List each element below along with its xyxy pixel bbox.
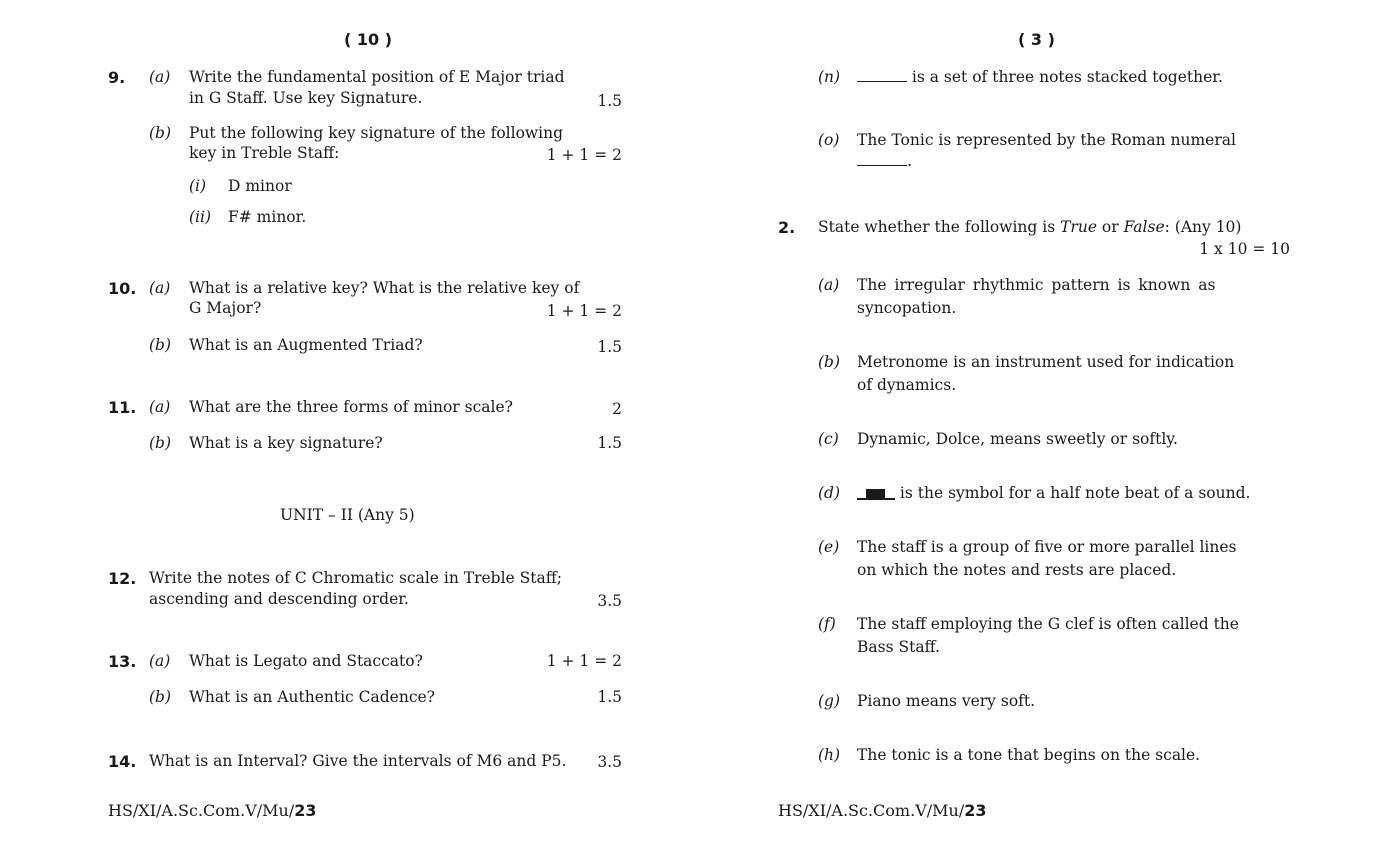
question-text: The Tonic is represented by the Roman numeral: [857, 131, 1236, 149]
question-text: F# minor.: [228, 208, 307, 226]
marks: 1.5: [597, 92, 622, 110]
sub-label: (b): [149, 434, 172, 452]
statement-text: of dynamics.: [857, 376, 957, 394]
sub-label: (a): [149, 652, 171, 670]
footer-year: 23: [964, 801, 987, 820]
sub-label: (d): [818, 484, 841, 502]
question-text: Put the following key signature of the following: [189, 124, 564, 142]
sub-label: (a): [149, 398, 171, 416]
statement-text: Dynamic, Dolce, means sweetly or softly.: [857, 430, 1178, 448]
question-text: D minor: [228, 177, 292, 195]
marks: 3.5: [597, 592, 622, 610]
sub-label: (a): [149, 279, 171, 297]
statement-text: The staff employing the G clef is often called the: [857, 615, 1239, 633]
unit-heading: UNIT – II (Any 5): [280, 506, 415, 524]
statement-text: is the symbol for a half note beat of a sound.: [857, 484, 1250, 502]
footer-code: HS/XI/A.Sc.Com.V/Mu/: [778, 801, 965, 820]
answer-blank: [857, 69, 907, 82]
marks: 2: [612, 400, 622, 418]
statement-text: The tonic is a tone that begins on the scale.: [857, 746, 1201, 764]
page-number: ( 10 ): [344, 30, 393, 49]
question-number: 9.: [108, 68, 126, 87]
sub-label: (f): [818, 615, 836, 633]
left-page: [108, 0, 624, 850]
question-text: in G Staff. Use key Signature.: [189, 89, 423, 107]
marks: 1 + 1 = 2: [546, 302, 622, 320]
question-text: key in Treble Staff:: [189, 144, 340, 162]
sub-sub-label: (i): [189, 177, 207, 195]
question-text: State whether the following is True or False: (Any 10): [818, 218, 1242, 236]
question-text: What is an Authentic Cadence?: [189, 688, 435, 706]
sub-label: (c): [818, 430, 839, 448]
right-page: [778, 0, 1290, 850]
statement-text: Piano means very soft.: [857, 692, 1036, 710]
sub-label: (n): [818, 68, 841, 86]
page-footer: [108, 801, 316, 820]
sub-label: (a): [818, 276, 840, 294]
note-symbol-icon: [857, 486, 895, 500]
question-text: What is Legato and Staccato?: [189, 652, 423, 670]
sub-label: (b): [149, 124, 172, 142]
sub-label: (e): [818, 538, 840, 556]
marks: 1.5: [597, 434, 622, 452]
question-text: Write the notes of C Chromatic scale in Treble Staff;: [149, 569, 562, 587]
marks: 1.5: [597, 338, 622, 356]
question-text: What are the three forms of minor scale?: [189, 398, 513, 416]
marks: 1 x 10 = 10: [1199, 240, 1290, 258]
question-text: is a set of three notes stacked together.: [857, 68, 1223, 86]
question-number: 13.: [108, 652, 137, 671]
question-text: ascending and descending order.: [149, 590, 409, 608]
sub-label: (h): [818, 746, 841, 764]
sub-sub-label: (ii): [189, 208, 212, 226]
question-number: 11.: [108, 398, 137, 417]
answer-blank: [857, 153, 907, 166]
question-text: G Major?: [189, 299, 262, 317]
question-number: 10.: [108, 279, 137, 298]
sub-label: (o): [818, 131, 840, 149]
question-text: What is a relative key? What is the relative key of: [189, 279, 580, 297]
marks: 1 + 1 = 2: [546, 652, 622, 670]
question-number: 2.: [778, 218, 796, 237]
marks: 1.5: [597, 688, 622, 706]
page-number: ( 3 ): [1018, 30, 1055, 49]
question-text: Write the fundamental position of E Major triad: [189, 68, 565, 86]
marks: 1 + 1 = 2: [546, 146, 622, 164]
question-text: .: [857, 152, 912, 170]
statement-text: syncopation.: [857, 299, 957, 317]
question-number: 12.: [108, 569, 137, 588]
footer-year: 23: [294, 801, 317, 820]
statement-text: Metronome is an instrument used for indication: [857, 353, 1235, 371]
sub-label: (g): [818, 692, 841, 710]
sub-label: (b): [149, 688, 172, 706]
sub-label: (b): [149, 336, 172, 354]
statement-text: on which the notes and rests are placed.: [857, 561, 1177, 579]
question-text: What is an Interval? Give the intervals of M6 and P5.: [149, 752, 567, 770]
question-number: 14.: [108, 752, 137, 771]
marks: 3.5: [597, 753, 622, 771]
question-text: What is a key signature?: [189, 434, 383, 452]
footer-code: HS/XI/A.Sc.Com.V/Mu/: [108, 801, 295, 820]
sub-label: (a): [149, 68, 171, 86]
question-text: What is an Augmented Triad?: [189, 336, 423, 354]
statement-text: The irregular rhythmic pattern is known as: [857, 276, 1216, 294]
statement-text: The staff is a group of five or more parallel lines: [857, 538, 1237, 556]
statement-text: Bass Staff.: [857, 638, 940, 656]
sub-label: (b): [818, 353, 841, 371]
page-footer: [778, 801, 986, 820]
